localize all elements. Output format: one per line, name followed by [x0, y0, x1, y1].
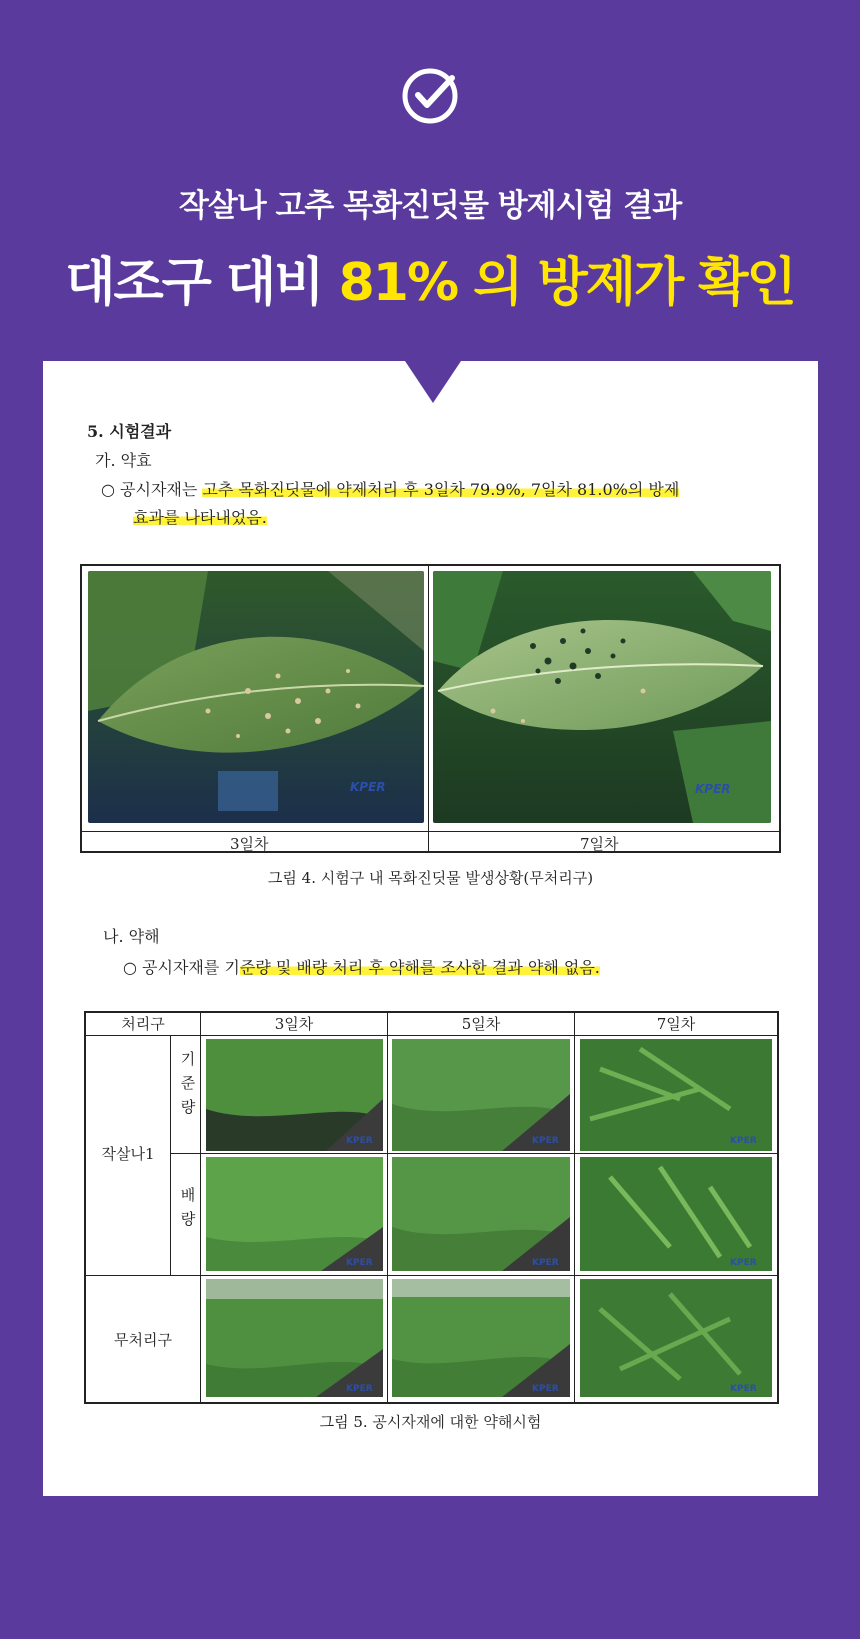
figure-divider — [428, 566, 429, 853]
table-rule — [387, 1013, 388, 1402]
svg-text:KPER: KPER — [730, 1258, 757, 1268]
figure-4-caption: 그림 4. 시험구 내 목화진딧물 발생상황(무처리구) — [267, 869, 594, 887]
page-headline — [0, 240, 860, 315]
crop-photo — [580, 1157, 772, 1271]
caption-day7: 7일차 — [580, 835, 619, 853]
bullet-lead: ○ 공시자재를 기 — [123, 958, 240, 977]
crop-photo — [580, 1039, 772, 1151]
highlighted-text: 준량 및 배량 처리 후 약해를 조사한 결과 약해 없음. — [239, 958, 600, 977]
svg-text:KPER: KPER — [532, 1258, 559, 1268]
figure-5-table — [84, 1011, 779, 1404]
subsection-phytotoxicity: 나. 약해 — [103, 927, 160, 946]
row-double-dose: 배 량 — [180, 1186, 196, 1228]
headline-text: 대조구 대비 — [65, 253, 339, 313]
crop-photo — [206, 1039, 383, 1151]
leaf-photo-day7 — [433, 571, 771, 823]
svg-text:KPER: KPER — [346, 1136, 373, 1146]
pointer-notch — [405, 361, 461, 403]
table-rule — [86, 1275, 777, 1276]
crop-photo — [206, 1157, 383, 1271]
header-treatment: 처리구 — [121, 1015, 165, 1033]
highlighted-text: 고추 목화진딧물에 약제처리 후 3일차 79.9%, 7일차 81.0%의 방제 — [202, 480, 680, 499]
table-rule — [200, 1013, 201, 1402]
phytotoxicity-line — [123, 955, 600, 978]
row-untreated: 무처리구 — [114, 1331, 172, 1349]
svg-text:KPER: KPER — [532, 1384, 559, 1394]
subsection-efficacy: 가. 약효 — [95, 451, 152, 470]
svg-text:KPER: KPER — [730, 1384, 757, 1394]
highlighted-text: 효과를 나타내었음. — [133, 508, 267, 527]
headline-highlight: 81% 의 방제가 확인 — [338, 253, 795, 313]
svg-text:KPER: KPER — [350, 780, 386, 794]
row-standard-dose: 기 준 량 — [180, 1050, 196, 1116]
row-group-label: 작살나1 — [101, 1145, 155, 1163]
section-title: 5. 시험결과 — [87, 422, 172, 441]
table-rule — [86, 1035, 777, 1036]
efficacy-line-1 — [101, 477, 679, 500]
table-rule — [574, 1013, 575, 1402]
crop-photo — [392, 1279, 570, 1397]
crop-photo — [392, 1157, 570, 1271]
svg-text:KPER: KPER — [532, 1136, 559, 1146]
page-subtitle: 작살나 고추 목화진딧물 방제시험 결과 — [178, 188, 682, 224]
figure-5-caption: 그림 5. 공시자재에 대한 약해시험 — [319, 1413, 542, 1431]
table-rule — [170, 1035, 171, 1275]
header-day5: 5일차 — [461, 1015, 501, 1033]
crop-photo — [580, 1279, 772, 1397]
check-circle-icon — [400, 66, 460, 126]
crop-photo — [392, 1039, 570, 1151]
figure-caption-rule — [82, 831, 779, 832]
caption-day3: 3일차 — [230, 835, 269, 853]
table-rule — [170, 1153, 777, 1154]
svg-text:KPER: KPER — [346, 1384, 373, 1394]
header-day3: 3일차 — [274, 1015, 314, 1033]
efficacy-line-2 — [133, 505, 267, 528]
bullet-lead: ○ 공시자재는 — [101, 480, 203, 499]
document-sheet — [43, 361, 818, 1496]
leaf-photo-day3 — [88, 571, 424, 823]
header-day7: 7일차 — [656, 1015, 696, 1033]
svg-text:KPER: KPER — [346, 1258, 373, 1268]
crop-photo — [206, 1279, 383, 1397]
svg-text:KPER: KPER — [730, 1136, 757, 1146]
figure-4-photo-table — [80, 564, 781, 853]
svg-text:KPER: KPER — [695, 782, 731, 796]
